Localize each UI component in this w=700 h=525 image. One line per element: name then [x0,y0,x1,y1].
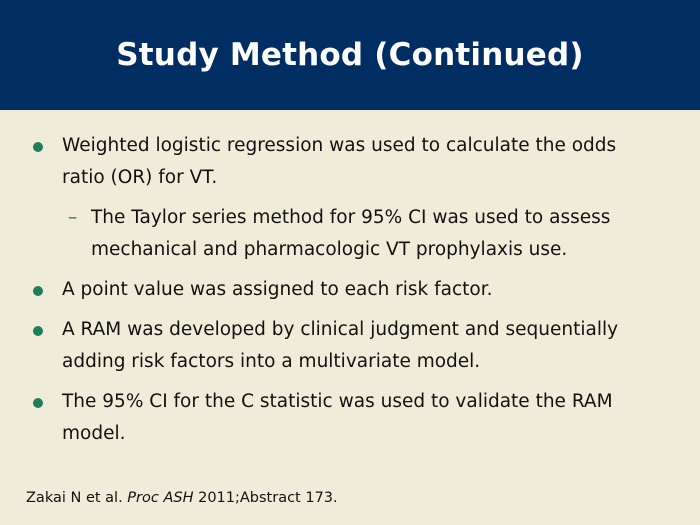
bullet-dot-icon [33,398,43,408]
title-bar [0,0,700,110]
sub-bullet-text-1: The Taylor series method for 95% CI was used to assess mechanical and pharmacologic VT prophylaxis use. [91,207,611,260]
bullet-text-1: Weighted logistic regression was used to calculate the odds ratio (OR) for VT. [62,135,617,188]
citation [26,488,338,508]
bullet-list [0,130,700,458]
bullet-dot-icon [33,142,43,152]
citation-authors: Zakai N et al. [26,490,128,506]
slide-title: Study Method (Continued) [116,37,584,73]
bullet-item-4 [0,386,700,450]
dash-icon: – [68,207,78,228]
bullet-dot-icon [33,326,43,336]
bullet-text-4: The 95% CI for the C statistic was used to validate the RAM model. [62,391,613,444]
bullet-item-3 [0,314,700,378]
bullet-dot-icon [33,286,43,296]
bullet-item-1 [0,130,700,194]
bullet-item-2 [0,274,700,306]
citation-details: 2011;Abstract 173. [193,490,338,506]
citation-journal: Proc ASH [127,490,194,506]
bullet-text-3: A RAM was developed by clinical judgment and sequentially adding risk factors into a multivariate model. [62,319,619,372]
sub-bullet-item-1 [0,202,700,266]
bullet-text-2: A point value was assigned to each risk factor. [62,279,493,300]
